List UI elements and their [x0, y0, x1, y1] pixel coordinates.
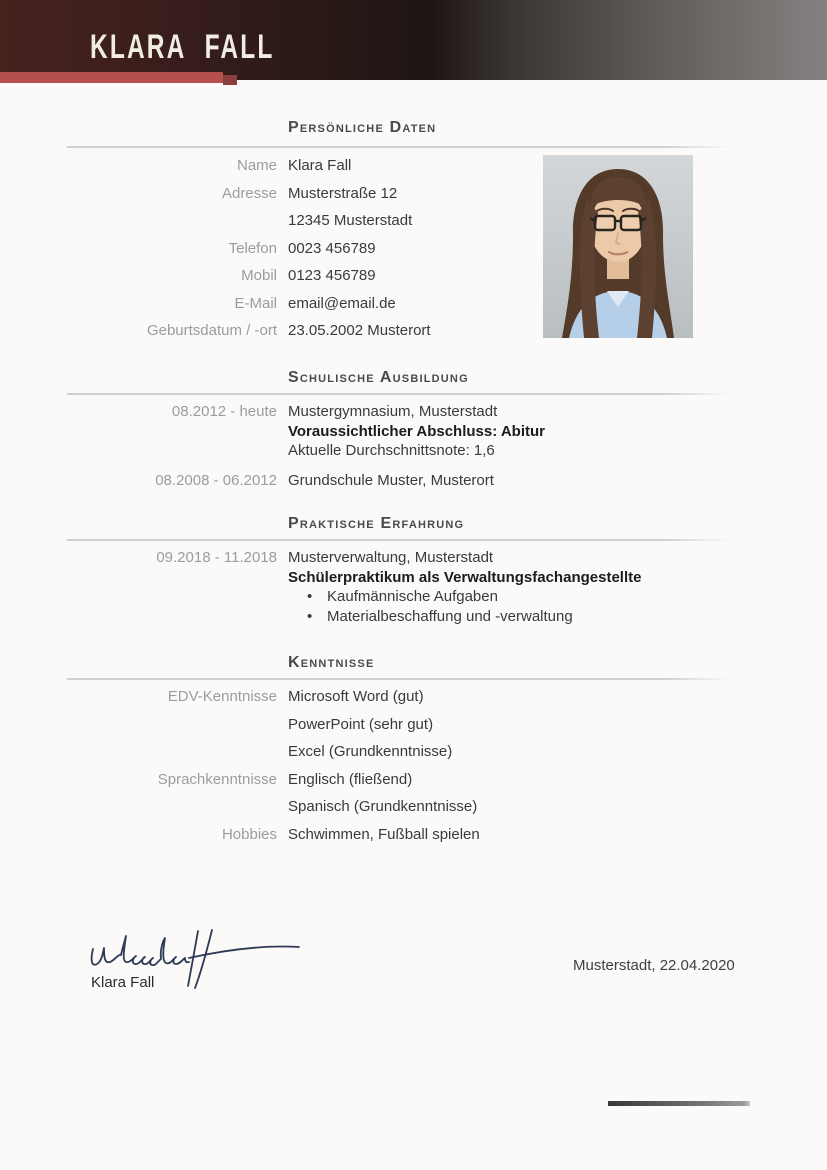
- field-label: [67, 738, 277, 766]
- field-label: [67, 207, 277, 235]
- field-label: Geburtsdatum / -ort: [146, 322, 277, 339]
- field-label: [67, 793, 277, 821]
- entry-institution: Grundschule Muster, Musterort: [288, 471, 494, 489]
- field-label: Adresse: [221, 184, 277, 202]
- header-accent-bar-end: [223, 75, 237, 85]
- entry-date-range: 08.2012 - heute: [171, 403, 277, 420]
- education-entry: [67, 471, 730, 491]
- section-experience: [67, 514, 730, 636]
- skill-row-hobbies: [67, 821, 730, 849]
- signature-name: Klara Fall: [91, 974, 155, 991]
- field-label: EDV-Kenntnisse: [167, 688, 277, 705]
- bullet-text: Materialbeschaffung und -verwaltung: [327, 607, 573, 625]
- field-label: [67, 711, 277, 739]
- skill-row: [67, 738, 730, 766]
- field-value: Englisch (fließend): [288, 770, 413, 788]
- field-label: E-Mail: [234, 294, 277, 312]
- section-divider: [67, 393, 730, 395]
- personal-data-heading: Persönliche Daten: [288, 119, 437, 136]
- field-value: Klara Fall: [288, 157, 352, 174]
- section-skills: [67, 653, 730, 848]
- entry-date-range: 08.2008 - 06.2012: [155, 471, 277, 489]
- entry-date-range: 09.2018 - 11.2018: [156, 549, 277, 566]
- education-heading: Schulische Ausbildung: [288, 369, 469, 386]
- skills-heading: Kenntnisse: [288, 654, 375, 671]
- section-divider: [67, 146, 730, 148]
- section-divider: [67, 539, 730, 541]
- entry-degree: Voraussichtlicher Abschluss: Abitur: [288, 422, 545, 440]
- skill-row: [67, 711, 730, 739]
- field-value: Musterstraße 12: [288, 184, 398, 202]
- section-divider: [67, 678, 730, 680]
- field-value: Schwimmen, Fußball spielen: [288, 825, 480, 843]
- education-entries: [67, 402, 730, 490]
- experience-entries: [67, 548, 730, 626]
- bullet-text: Kaufmännische Aufgaben: [327, 588, 498, 605]
- field-value: 23.05.2002 Musterort: [288, 322, 431, 339]
- experience-heading: Praktische Erfahrung: [288, 515, 465, 532]
- entry-body: [288, 548, 641, 626]
- bullet-icon: •: [307, 607, 313, 625]
- field-value: 12345 Musterstadt: [288, 212, 413, 229]
- skill-row-languages: [67, 766, 730, 794]
- footer-accent-bar: [608, 1101, 750, 1106]
- field-label: Mobil: [241, 267, 277, 284]
- bullet-icon: •: [307, 588, 313, 605]
- entry-grade: Aktuelle Durchschnittsnote: 1,6: [288, 442, 495, 459]
- section-education: [67, 368, 730, 500]
- field-value: email@email.de: [288, 294, 396, 312]
- field-value: Excel (Grundkenntnisse): [288, 743, 453, 760]
- header-accent-bar: [0, 72, 223, 83]
- field-value: Spanisch (Grundkenntnisse): [288, 798, 478, 815]
- field-value: PowerPoint (sehr gut): [288, 715, 434, 733]
- entry-role: Schülerpraktikum als Verwaltungsfachangestellte: [288, 568, 642, 586]
- entry-bullet: [288, 607, 641, 627]
- header-banner: [0, 0, 827, 80]
- field-label: Hobbies: [221, 825, 277, 843]
- field-value: 0123 456789: [288, 267, 376, 284]
- skill-row: [67, 793, 730, 821]
- entry-body: [288, 471, 494, 491]
- field-value: 0023 456789: [288, 239, 376, 257]
- applicant-portrait-photo: [543, 155, 693, 338]
- field-label: Name: [236, 157, 277, 174]
- entry-company: Musterverwaltung, Musterstadt: [288, 549, 494, 566]
- entry-body: [288, 402, 545, 461]
- skill-row-edv: [67, 683, 730, 711]
- education-entry: [67, 402, 730, 461]
- place-and-date: Musterstadt, 22.04.2020: [573, 957, 735, 974]
- field-label: Telefon: [228, 239, 277, 257]
- skills-rows: [67, 683, 730, 848]
- portrait-illustration: [543, 155, 693, 338]
- field-label: Sprachkenntnisse: [157, 770, 277, 788]
- entry-institution: Mustergymnasium, Musterstadt: [288, 403, 498, 420]
- experience-entry: [67, 548, 730, 626]
- entry-bullet: [288, 587, 641, 607]
- field-value: Microsoft Word (gut): [288, 688, 424, 705]
- applicant-name-title: KLARA FALL: [90, 28, 275, 66]
